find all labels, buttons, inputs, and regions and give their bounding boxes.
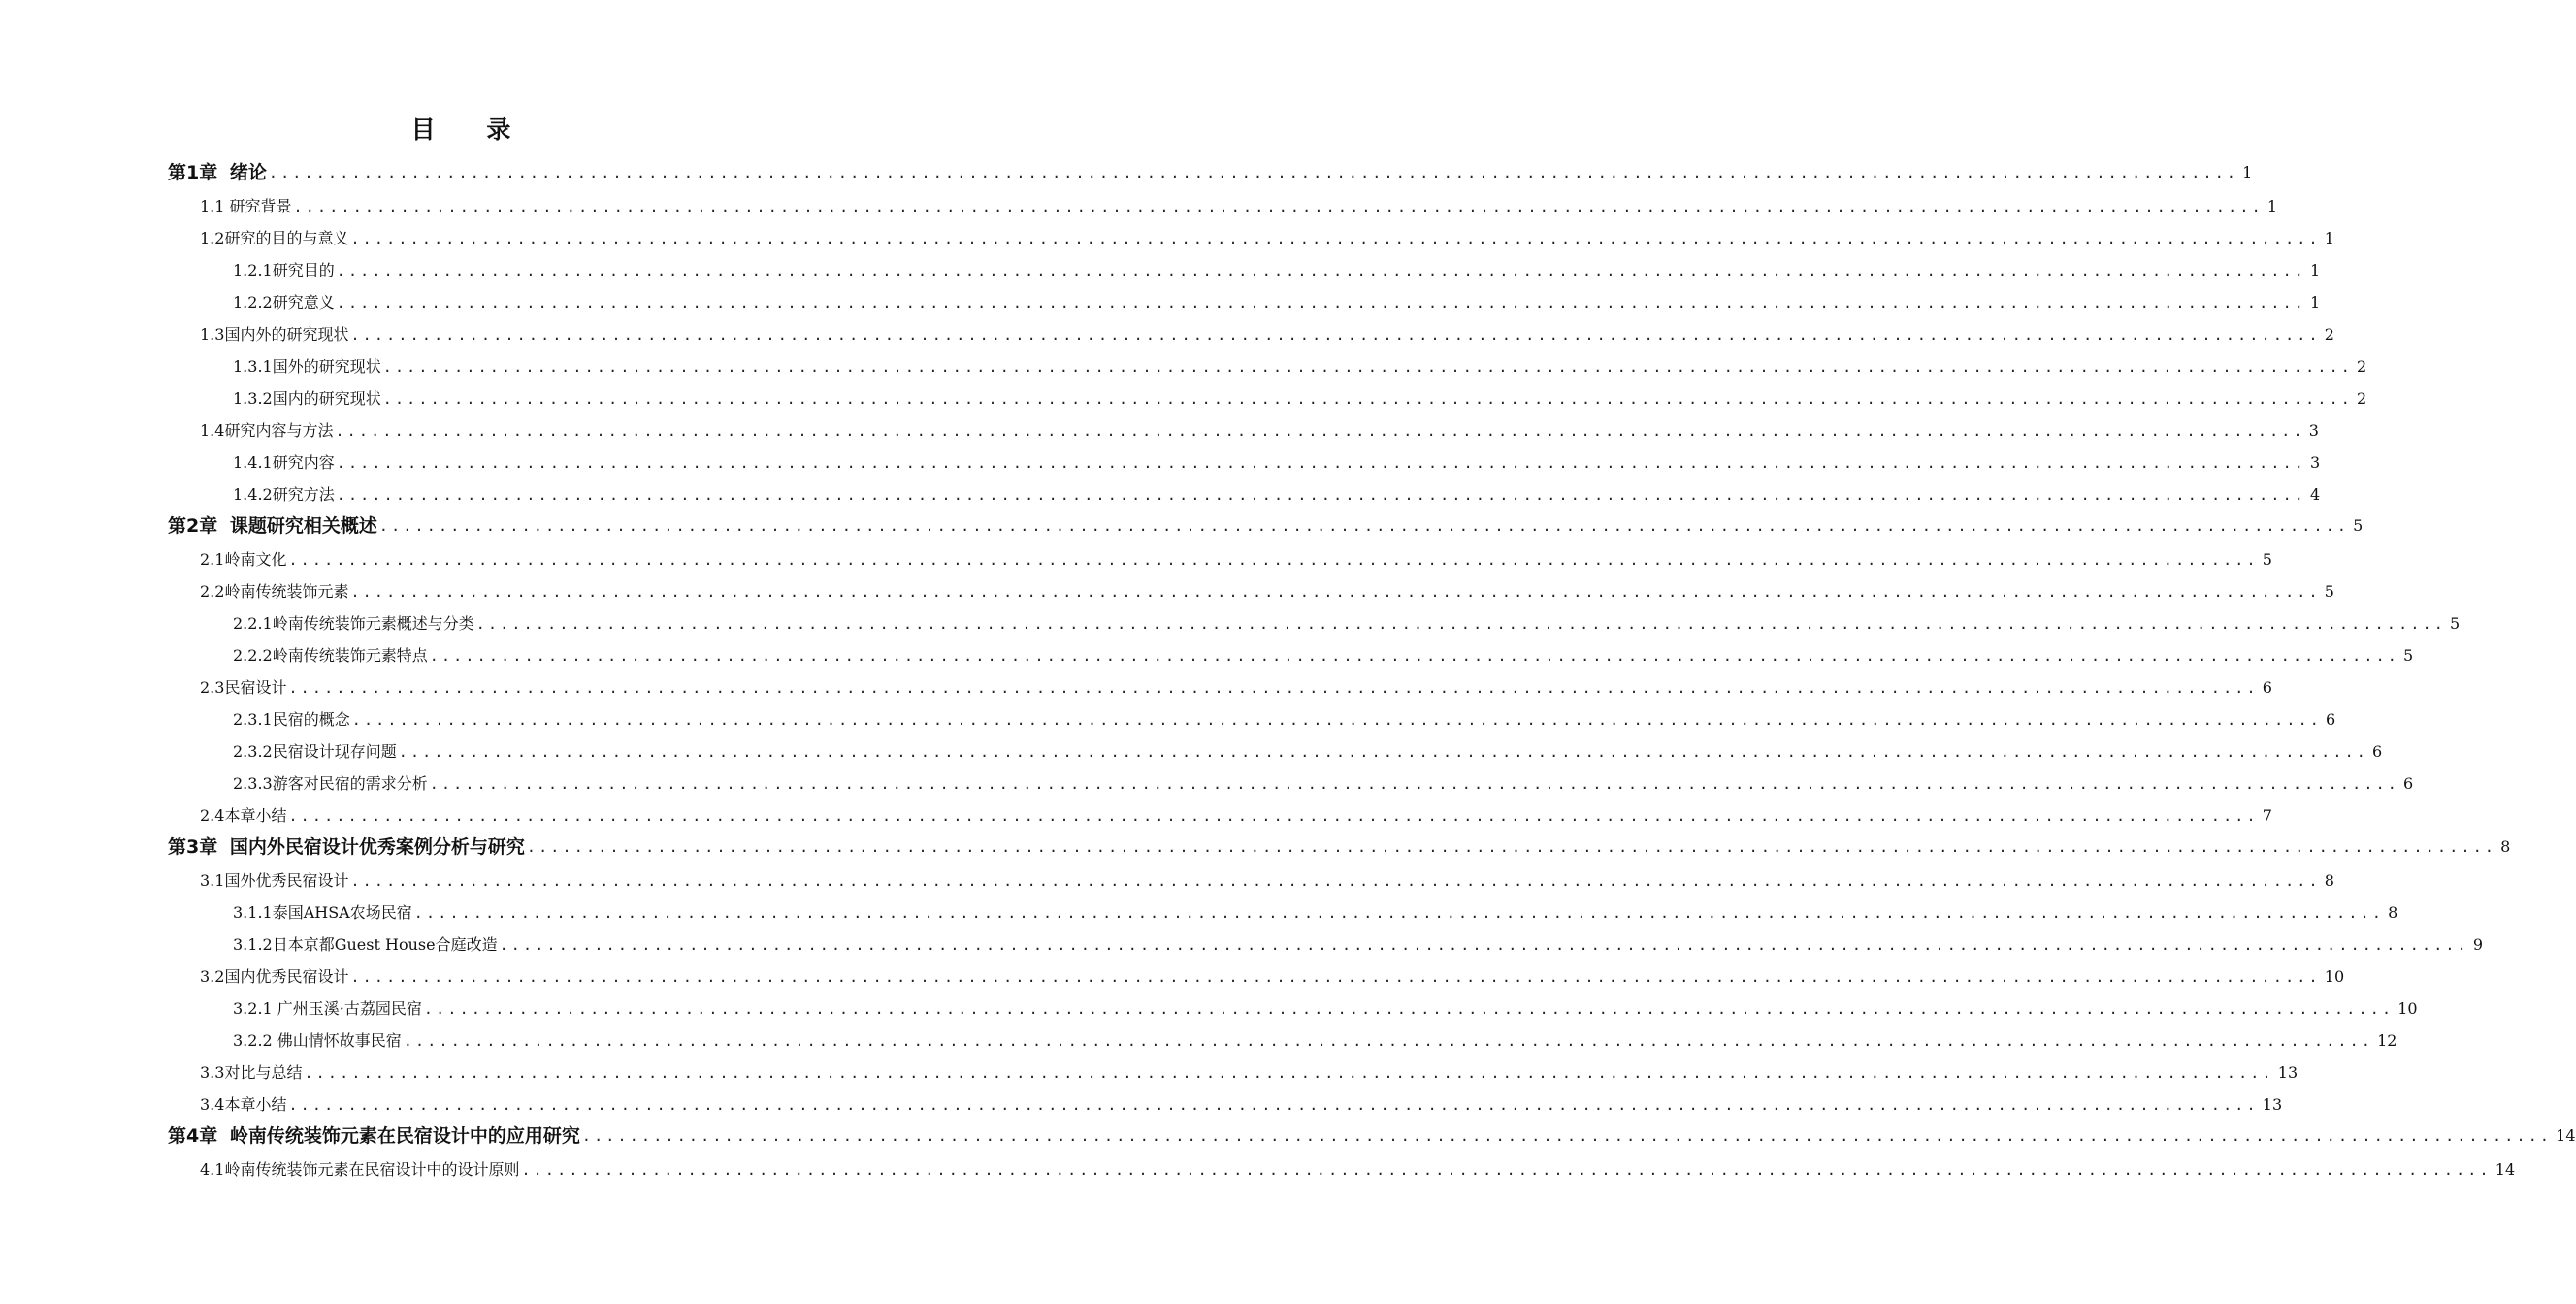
toc-dot-leader: ...................................................................................................................................................................... (288, 679, 2259, 697)
toc-subsection-entry[interactable] (0, 376, 2367, 408)
toc-subsection-entry[interactable] (0, 1019, 2397, 1051)
toc-entry-title: 3.2.2 佛山情怀故事民宿 (233, 1031, 402, 1050)
toc-page-number: 5 (2324, 582, 2334, 601)
toc-dot-leader: ...................................................................................................................................................................... (351, 711, 2323, 729)
toc-dot-leader: ...................................................................................................................................................................... (336, 486, 2307, 504)
toc-entry-title: 2.4本章小结 (200, 806, 287, 825)
toc-page-number: 4 (2310, 485, 2321, 504)
toc-entry-title: 第1章 绪论 (168, 162, 267, 183)
toc-section-entry[interactable] (0, 859, 2334, 891)
toc-entry-title: 第3章 国内外民宿设计优秀案例分析与研究 (168, 836, 525, 858)
toc-page-number: 1 (2310, 261, 2321, 279)
table-of-contents (0, 151, 2576, 1180)
toc-page-number: 8 (2388, 903, 2398, 922)
toc-section-entry[interactable] (0, 1051, 2299, 1083)
toc-section-entry[interactable] (0, 955, 2345, 987)
toc-dot-leader: ...................................................................................................................................................................... (350, 583, 2321, 601)
toc-page-number: 1 (2242, 163, 2253, 181)
toc-page-number: 9 (2472, 935, 2484, 954)
toc-subsection-entry[interactable] (0, 280, 2321, 312)
toc-dot-leader: ...................................................................................................................................................................... (429, 775, 2400, 793)
toc-page-number: 7 (2262, 806, 2272, 825)
toc-entry-title: 1.3.2国内的研究现状 (233, 389, 381, 408)
toc-subsection-entry[interactable] (0, 891, 2398, 923)
toc-subsection-entry[interactable] (0, 730, 2383, 762)
toc-section-entry[interactable] (0, 794, 2272, 826)
toc-subsection-entry[interactable] (0, 602, 2461, 634)
toc-subsection-entry[interactable] (0, 440, 2321, 473)
toc-chapter-entry[interactable] (0, 826, 2511, 859)
toc-chapter-entry[interactable] (0, 151, 2253, 184)
toc-entry-title: 2.3.3游客对民宿的需求分析 (233, 774, 428, 793)
toc-entry-title: 1.1 研究背景 (200, 197, 292, 215)
toc-section-entry[interactable] (0, 538, 2272, 570)
toc-page-number: 2 (2357, 357, 2367, 375)
toc-page-number: 3 (2310, 453, 2321, 472)
toc-page-number: 6 (2262, 678, 2272, 697)
toc-page-number: 1 (2310, 293, 2321, 311)
toc-page-number: 14 (2556, 1126, 2576, 1145)
toc-entry-title: 1.2.1研究目的 (233, 261, 335, 279)
toc-subsection-entry[interactable] (0, 473, 2321, 505)
toc-section-entry[interactable] (0, 312, 2334, 344)
toc-dot-leader: ...................................................................................................................................................................... (336, 262, 2307, 279)
toc-dot-leader: ...................................................................................................................................................................... (293, 198, 2264, 215)
toc-section-entry[interactable] (0, 666, 2272, 698)
toc-entry-title: 第2章 课题研究相关概述 (168, 515, 377, 537)
toc-page-number: 6 (2326, 710, 2336, 729)
toc-dot-leader: ...................................................................................................................................................................... (581, 1127, 2553, 1145)
toc-entry-title: 3.3对比与总结 (200, 1063, 303, 1082)
toc-dot-leader: ...................................................................................................................................................................... (382, 390, 2354, 408)
toc-page-number: 10 (2324, 967, 2345, 986)
toc-dot-leader: ...................................................................................................................................................................... (288, 807, 2259, 825)
toc-dot-leader: ...................................................................................................................................................................... (499, 936, 2469, 954)
toc-dot-leader: ...................................................................................................................................................................... (382, 358, 2354, 375)
toc-dot-leader: ...................................................................................................................................................................... (304, 1064, 2274, 1082)
toc-page-number: 13 (2262, 1095, 2283, 1114)
toc-dot-leader: ...................................................................................................................................................................... (429, 647, 2400, 665)
toc-entry-title: 1.2.2研究意义 (233, 293, 335, 311)
toc-entry-title: 2.3民宿设计 (200, 678, 287, 697)
toc-page-number: 6 (2372, 742, 2383, 761)
toc-page-number: 13 (2277, 1063, 2299, 1082)
toc-page-number: 8 (2324, 871, 2334, 890)
toc-dot-leader: ...................................................................................................................................................................... (413, 904, 2385, 922)
toc-dot-leader: ...................................................................................................................................................................... (398, 743, 2369, 761)
toc-subsection-entry[interactable] (0, 344, 2367, 376)
toc-subsection-entry[interactable] (0, 923, 2484, 955)
toc-subsection-entry[interactable] (0, 987, 2418, 1019)
toc-subsection-entry[interactable] (0, 634, 2414, 666)
toc-subsection-entry[interactable] (0, 698, 2336, 730)
toc-dot-leader: ...................................................................................................................................................................... (288, 551, 2259, 569)
toc-title: 目 录 (410, 115, 533, 144)
toc-page-number: 5 (2403, 646, 2414, 665)
toc-dot-leader: ...................................................................................................................................................................... (378, 517, 2350, 535)
toc-dot-leader: ...................................................................................................................................................................... (336, 294, 2307, 311)
toc-section-entry[interactable] (0, 570, 2334, 602)
toc-dot-leader: ...................................................................................................................................................................... (475, 615, 2447, 633)
toc-page-number: 2 (2324, 325, 2334, 343)
toc-dot-leader: ...................................................................................................................................................................... (268, 164, 2239, 181)
toc-dot-leader: ...................................................................................................................................................................... (403, 1032, 2374, 1050)
toc-entry-title: 3.1.1泰国AHSA农场民宿 (233, 903, 412, 922)
toc-entry-title: 1.3国内外的研究现状 (200, 325, 349, 343)
toc-entry-title: 1.3.1国外的研究现状 (233, 357, 381, 375)
toc-page-number: 6 (2403, 774, 2414, 793)
toc-page-number: 1 (2324, 229, 2334, 247)
toc-page-number: 14 (2494, 1160, 2516, 1179)
toc-dot-leader: ...................................................................................................................................................................... (288, 1096, 2259, 1114)
toc-entry-title: 2.1岭南文化 (200, 550, 287, 569)
toc-dot-leader: ...................................................................................................................................................................... (350, 230, 2321, 247)
toc-entry-title: 3.1.2日本京都Guest House合庭改造 (233, 935, 498, 954)
toc-entry-title: 1.4.2研究方法 (233, 485, 335, 504)
toc-page-number: 5 (2450, 614, 2461, 633)
toc-page-number: 10 (2397, 999, 2418, 1018)
toc-dot-leader: ...................................................................................................................................................................... (350, 968, 2321, 986)
toc-entry-title: 1.4.1研究内容 (233, 453, 335, 472)
toc-section-entry[interactable] (0, 408, 2319, 440)
toc-page-number: 5 (2353, 516, 2364, 535)
toc-section-entry[interactable] (0, 1148, 2516, 1180)
toc-section-entry[interactable] (0, 1083, 2283, 1115)
toc-page-number: 5 (2262, 550, 2272, 569)
toc-entry-title: 2.3.2民宿设计现存问题 (233, 742, 397, 761)
toc-dot-leader: ...................................................................................................................................................................... (335, 422, 2305, 440)
toc-subsection-entry[interactable] (0, 248, 2321, 280)
toc-chapter-entry[interactable] (0, 505, 2364, 538)
toc-page-number: 3 (2308, 421, 2319, 440)
toc-dot-leader: ...................................................................................................................................................................... (526, 838, 2497, 856)
toc-entry-title: 3.2国内优秀民宿设计 (200, 967, 349, 986)
toc-dot-leader: ...................................................................................................................................................................... (336, 454, 2307, 472)
toc-chapter-entry[interactable] (0, 1115, 2576, 1148)
toc-entry-title: 2.2岭南传统装饰元素 (200, 582, 349, 601)
toc-entry-title: 2.2.1岭南传统装饰元素概述与分类 (233, 614, 474, 633)
toc-dot-leader: ...................................................................................................................................................................... (423, 1000, 2395, 1018)
toc-entry-title: 2.2.2岭南传统装饰元素特点 (233, 646, 428, 665)
toc-subsection-entry[interactable] (0, 762, 2414, 794)
toc-entry-title: 2.3.1民宿的概念 (233, 710, 350, 729)
toc-entry-title: 3.1国外优秀民宿设计 (200, 871, 349, 890)
toc-section-entry[interactable] (0, 184, 2278, 216)
toc-entry-title: 1.2研究的目的与意义 (200, 229, 349, 247)
toc-entry-title: 3.2.1 广州玉溪·古荔园民宿 (233, 999, 422, 1018)
toc-entry-title: 1.4研究内容与方法 (200, 421, 334, 440)
toc-dot-leader: ...................................................................................................................................................................... (521, 1161, 2492, 1179)
toc-section-entry[interactable] (0, 216, 2334, 248)
toc-page-number: 1 (2266, 197, 2278, 215)
toc-dot-leader: ...................................................................................................................................................................... (350, 326, 2321, 343)
toc-page-number: 2 (2357, 389, 2367, 408)
toc-entry-title: 4.1岭南传统装饰元素在民宿设计中的设计原则 (200, 1160, 520, 1179)
toc-dot-leader: ...................................................................................................................................................................... (350, 872, 2321, 890)
toc-page-number: 8 (2500, 837, 2511, 856)
toc-page-number: 12 (2377, 1031, 2397, 1050)
toc-entry-title: 3.4本章小结 (200, 1095, 287, 1114)
toc-entry-title: 第4章 岭南传统装饰元素在民宿设计中的应用研究 (168, 1125, 580, 1147)
